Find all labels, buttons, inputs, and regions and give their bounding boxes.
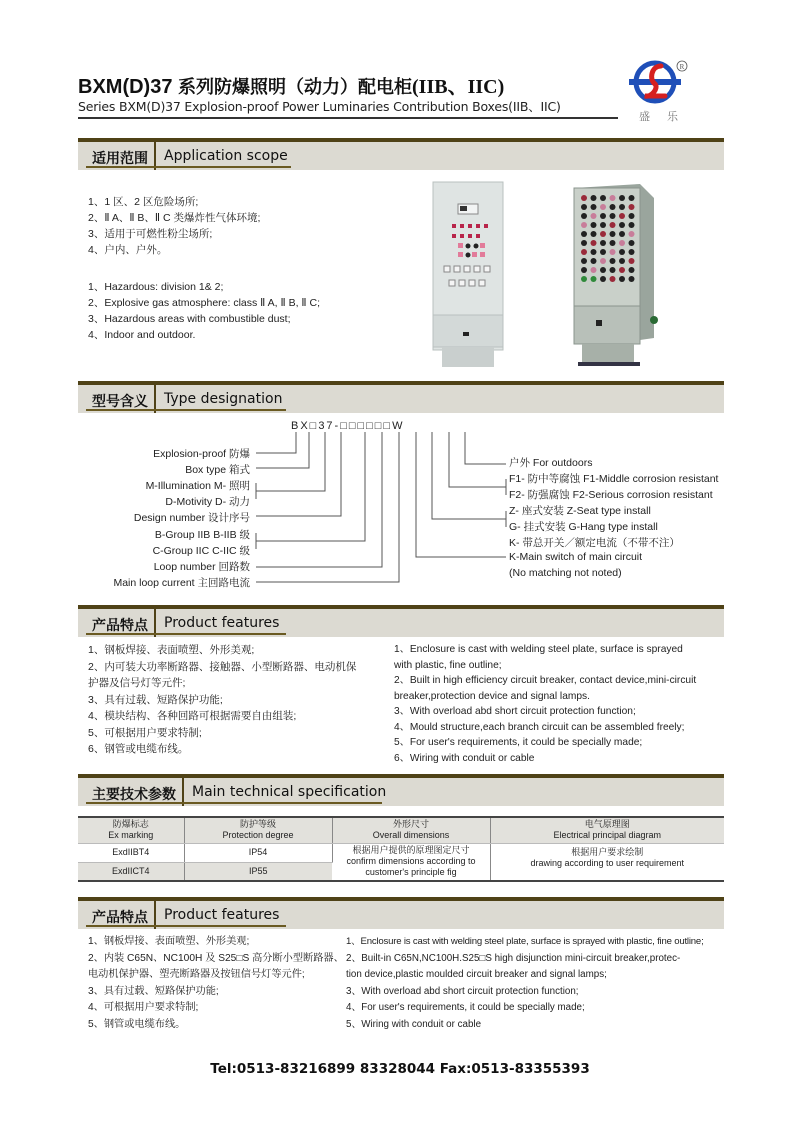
section-title-en: Type designation bbox=[164, 391, 283, 407]
cell-dimensions: 根据用户提供的原理图定尺寸 confirm dimensions according to customer's principle fig bbox=[332, 843, 490, 881]
list-item: 4、可根据用户要求特制; bbox=[88, 1002, 199, 1013]
cabinet-button bbox=[600, 204, 606, 210]
cabinet-button bbox=[610, 249, 616, 255]
cabinet-button bbox=[610, 222, 616, 228]
cabinet-button bbox=[600, 258, 606, 264]
page-subtitle: Series BXM(D)37 Explosion-proof Power Luminaries Contribution Boxes(IIB、IIC) bbox=[78, 99, 561, 114]
list-item: 4、户内、户外。 bbox=[88, 244, 168, 256]
title-suffix: (IIB、IIC) bbox=[412, 76, 505, 98]
section-title-zh: 型号含义 bbox=[92, 393, 148, 409]
cabinet-button bbox=[591, 222, 597, 228]
list-item: 5、For user's requirements, it could be specially made; bbox=[394, 737, 643, 748]
list-item: 2、内装 C65N、NC100H 及 S25□S 高分断小型断路器、 bbox=[88, 952, 344, 964]
cabinet-button bbox=[600, 222, 606, 228]
label-z: Z- 座式安装 Z-Seat type install bbox=[509, 505, 651, 517]
features2-en-list bbox=[346, 934, 704, 1033]
cabinet-button bbox=[591, 249, 597, 255]
cell-protection: IP54 bbox=[184, 843, 332, 862]
section-header-specification bbox=[78, 774, 724, 806]
cabinet-button bbox=[629, 195, 635, 201]
cabinet-button bbox=[591, 204, 597, 210]
list-item: 3、With overload abd short circuit protection function; bbox=[394, 706, 636, 717]
cabinet-button bbox=[619, 258, 625, 264]
label-main-loop-current: Main loop current 主回路电流 bbox=[113, 577, 250, 589]
section-header-application bbox=[78, 138, 724, 170]
product-image-power-cabinet bbox=[568, 180, 664, 368]
list-item: 3、适用于可燃性粉尘场所; bbox=[88, 228, 213, 240]
section-title-zh: 适用范围 bbox=[92, 150, 148, 166]
section-title-zh: 产品特点 bbox=[92, 617, 148, 633]
cabinet-button bbox=[629, 258, 635, 264]
section-title-en: Product features bbox=[164, 615, 280, 631]
section-title-en: Main technical specification bbox=[192, 784, 387, 800]
page-title bbox=[78, 70, 504, 99]
model-code: BX□37-□□□□□□W bbox=[291, 420, 405, 432]
cabinet-button bbox=[591, 231, 597, 237]
list-item: 5、Wiring with conduit or cable bbox=[346, 1018, 482, 1030]
label-f2: F2- 防强腐蚀 F2-Serious corrosion resistant bbox=[509, 489, 713, 501]
list-item: 1、Enclosure is cast with welding steel plate, surface is sprayed bbox=[394, 644, 683, 655]
cabinet-button bbox=[619, 222, 625, 228]
section-title-zh: 产品特点 bbox=[92, 909, 148, 925]
cabinet-button bbox=[619, 249, 625, 255]
logo-char-2: 乐 bbox=[667, 110, 678, 123]
cabinet-button bbox=[619, 240, 625, 246]
cabinet-button bbox=[610, 195, 616, 201]
title-zh: 系列防爆照明（动力）配电柜 bbox=[178, 77, 413, 98]
cabinet-button bbox=[629, 240, 635, 246]
list-item: 电动机保护器、塑壳断路器及按钮信号灯等元件; bbox=[88, 969, 305, 980]
label-group-iic: C-Group IIC C-IIC 级 bbox=[152, 545, 250, 557]
cabinet-button bbox=[629, 222, 635, 228]
list-item: 4、For user's requirements, it could be specially made; bbox=[346, 1002, 585, 1013]
list-item: with plastic, fine outline; bbox=[394, 659, 502, 671]
cabinet-button bbox=[591, 258, 597, 264]
cabinet-button bbox=[629, 267, 635, 273]
list-item: 2、Explosive gas atmosphere: class Ⅱ A, Ⅱ B, Ⅱ C; bbox=[88, 297, 321, 309]
header-ex-marking: 防爆标志 Ex marking bbox=[78, 817, 184, 843]
cabinet-button bbox=[610, 213, 616, 219]
company-logo bbox=[625, 58, 700, 124]
list-item: 4、Indoor and outdoor. bbox=[88, 329, 196, 341]
cabinet-button bbox=[591, 240, 597, 246]
cabinet-button bbox=[591, 213, 597, 219]
list-item: 3、Hazardous areas with combustible dust; bbox=[88, 313, 291, 325]
cabinet-button bbox=[581, 222, 587, 228]
cabinet-button bbox=[629, 231, 635, 237]
list-item: 3、具有过载、短路保护功能; bbox=[88, 693, 223, 706]
cabinet-button bbox=[619, 276, 625, 282]
table-row bbox=[78, 843, 724, 862]
registered-mark: R bbox=[679, 63, 685, 71]
list-item: 3、With overload abd short circuit protection function; bbox=[346, 985, 579, 997]
cabinet-button bbox=[600, 240, 606, 246]
section-underline bbox=[86, 633, 286, 635]
label-k-en: K-Main switch of main circuit bbox=[509, 551, 643, 563]
cabinet-button bbox=[600, 231, 606, 237]
label-group-iib: B-Group IIB B-IIB 级 bbox=[154, 529, 250, 541]
list-item: 1、Hazardous: division 1& 2; bbox=[88, 281, 224, 293]
label-illumination: M-Illumination M- 照明 bbox=[145, 480, 250, 492]
cell-ex-marking: ExdIIBT4 bbox=[78, 843, 184, 862]
section-underline bbox=[86, 166, 291, 168]
label-f1: F1- 防中等腐蚀 F1-Middle corrosion resistant bbox=[509, 473, 719, 485]
label-k-note: (No matching not noted) bbox=[509, 567, 622, 579]
list-item: breaker,protection device and signal lamps. bbox=[394, 690, 590, 702]
cabinet-button bbox=[600, 195, 606, 201]
section-header-type-designation bbox=[78, 381, 724, 413]
cabinet-button bbox=[600, 249, 606, 255]
cell-diagram: 根据用户要求绘制 drawing according to user requirement bbox=[490, 843, 724, 881]
list-item: 1、钢板焊接、表面喷塑、外形美观; bbox=[88, 644, 255, 656]
label-g: G- 挂式安装 G-Hang type install bbox=[509, 521, 658, 533]
label-outdoors: 户外 For outdoors bbox=[509, 457, 593, 469]
section-title-en: Product features bbox=[164, 907, 280, 923]
list-item: 2、Built-in C65N,NC100H.S25□S high disjunction mini-circuit breaker,protec- bbox=[346, 952, 681, 964]
label-motivity: D-Motivity D- 动力 bbox=[165, 496, 250, 508]
cabinet-button bbox=[581, 267, 587, 273]
label-loop-number: Loop number 回路数 bbox=[153, 561, 250, 573]
cabinet-button bbox=[629, 276, 635, 282]
section-underline bbox=[86, 409, 286, 411]
title-divider bbox=[78, 117, 618, 119]
cabinet-button bbox=[629, 213, 635, 219]
contact-footer: Tel:0513-83216899 83328044 Fax:0513-83355393 bbox=[210, 1061, 590, 1077]
section-underline bbox=[86, 802, 382, 804]
cabinet-button bbox=[619, 204, 625, 210]
list-item: 1、1 区、2 区危险场所; bbox=[88, 196, 199, 208]
cabinet-button bbox=[581, 240, 587, 246]
list-item: 2、Built in high efficiency circuit breaker, contact device,mini-circuit bbox=[394, 675, 697, 686]
application-zh-list bbox=[88, 194, 260, 258]
list-item: 6、钢管或电缆布线。 bbox=[88, 743, 189, 755]
cabinet-button bbox=[581, 276, 587, 282]
cabinet-button bbox=[581, 258, 587, 264]
section-title-zh: 主要技术参数 bbox=[92, 786, 176, 802]
label-k-zh: K- 带总开关／额定电流（不带不注） bbox=[509, 537, 680, 549]
cell-ex-marking: ExdIICT4 bbox=[78, 862, 184, 881]
section-title-en: Application scope bbox=[164, 148, 288, 164]
header-protection-degree: 防护等级 Protection degree bbox=[184, 817, 332, 843]
cabinet-button bbox=[619, 213, 625, 219]
cabinet-button bbox=[629, 249, 635, 255]
list-item: 5、钢管或电缆布线。 bbox=[88, 1018, 186, 1030]
title-prefix: BXM(D)37 bbox=[78, 76, 173, 98]
product-image-lighting-cabinet bbox=[430, 180, 508, 368]
logo-mark-icon bbox=[625, 58, 700, 124]
label-box-type: Box type 箱式 bbox=[185, 464, 250, 476]
cabinet-button bbox=[600, 213, 606, 219]
cabinet-button bbox=[610, 231, 616, 237]
cabinet-button bbox=[591, 267, 597, 273]
label-design-number: Design number 设计序号 bbox=[133, 512, 250, 524]
cabinet-button bbox=[600, 267, 606, 273]
cabinet-button bbox=[619, 267, 625, 273]
features1-zh-list bbox=[88, 642, 356, 758]
list-item: 5、可根据用户要求特制; bbox=[88, 726, 202, 739]
cabinet-button bbox=[600, 276, 606, 282]
list-item: 4、模块结构、各种回路可根据需要自由组装; bbox=[88, 710, 297, 722]
features2-zh-list bbox=[88, 934, 344, 1033]
cell-protection: IP55 bbox=[184, 862, 332, 881]
list-item: 1、钢板焊接、表面喷塑、外形美观; bbox=[88, 936, 250, 947]
cabinet-button bbox=[591, 276, 597, 282]
cabinet-button bbox=[581, 249, 587, 255]
cabinet-button bbox=[610, 258, 616, 264]
cabinet-button bbox=[581, 204, 587, 210]
cabinet-button bbox=[610, 267, 616, 273]
application-en-list bbox=[88, 279, 320, 343]
cabinet-button bbox=[619, 231, 625, 237]
list-item: 护器及信号灯等元件; bbox=[88, 677, 186, 689]
cabinet-button bbox=[591, 195, 597, 201]
section-header-product-features-2 bbox=[78, 897, 724, 929]
list-item: 2、内可装大功率断路器、接触器、小型断路器、电动机保 bbox=[88, 660, 357, 673]
section-underline bbox=[86, 925, 286, 927]
cabinet-button bbox=[581, 231, 587, 237]
section-header-product-features bbox=[78, 605, 724, 637]
cabinet-button bbox=[581, 213, 587, 219]
table-header-row bbox=[78, 817, 724, 843]
spec-table bbox=[78, 816, 724, 882]
cabinet-button bbox=[610, 276, 616, 282]
designation-connector-lines bbox=[250, 432, 520, 597]
cabinet-button bbox=[581, 195, 587, 201]
list-item: 2、Ⅱ A、Ⅱ B、Ⅱ C 类爆炸性气体环境; bbox=[88, 212, 261, 224]
list-item: 1、Enclosure is cast with welding steel plate, surface is sprayed with plastic, fine outline; bbox=[346, 936, 704, 947]
cabinet-button bbox=[610, 204, 616, 210]
list-item: 3、具有过载、短路保护功能; bbox=[88, 985, 219, 997]
cabinet-button bbox=[629, 204, 635, 210]
cabinet-button bbox=[619, 195, 625, 201]
list-item: 6、Wiring with conduit or cable bbox=[394, 752, 535, 764]
features1-en-list bbox=[394, 642, 696, 766]
header-overall-dimensions: 外形尺寸 Overall dimensions bbox=[332, 817, 490, 843]
label-explosion-proof: Explosion-proof 防爆 bbox=[153, 448, 250, 460]
header-electrical-diagram: 电气原理图 Electrical principal diagram bbox=[490, 817, 724, 843]
list-item: 4、Mould structure,each branch circuit can be assembled freely; bbox=[394, 721, 685, 733]
list-item: tion device,plastic moulded circuit breaker and signal lamps; bbox=[346, 969, 607, 980]
logo-char-1: 盛 bbox=[639, 110, 650, 123]
cabinet-button bbox=[610, 240, 616, 246]
